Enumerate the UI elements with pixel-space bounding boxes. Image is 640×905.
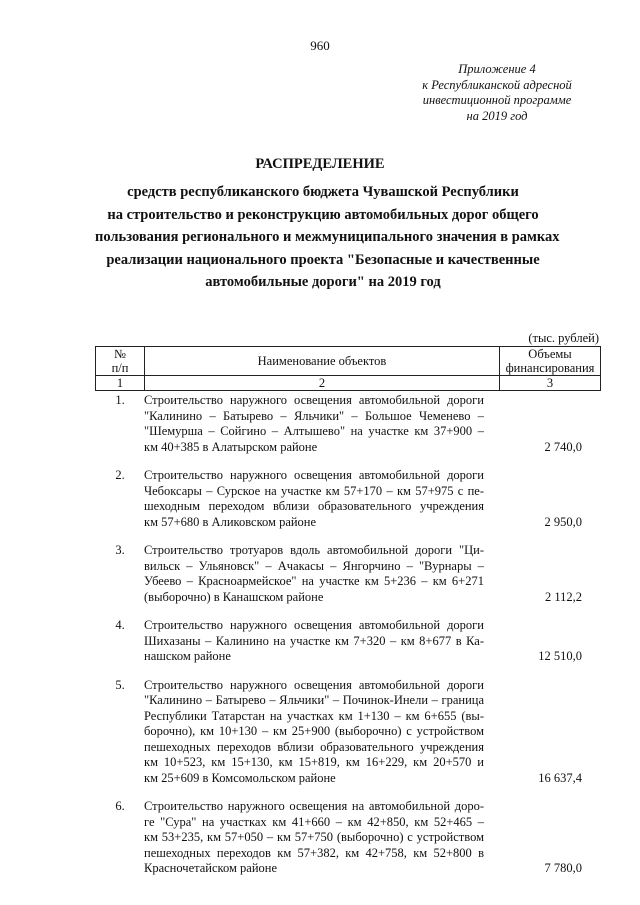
row-text-line: Убеево – Красноармейское" на участке км 5+236 – км 6+271 xyxy=(144,574,484,588)
index-cell: 2 xyxy=(145,376,500,391)
row-object-name xyxy=(144,393,484,455)
row-text-line: Строительство наружного освещения автомобильной дороги xyxy=(144,677,484,692)
annex-note xyxy=(402,62,592,124)
row-number: 2. xyxy=(115,468,125,482)
row-text-line: шеходным переходом вблизи образовательного учреждения xyxy=(144,499,484,513)
row-object-name xyxy=(144,799,484,877)
table-body xyxy=(95,393,600,890)
subtitle-line: средств республиканского бюджета Чувашской Республики xyxy=(127,184,519,200)
header-name: Наименование объектов xyxy=(145,347,500,376)
row-text-line: км 10+523, км 15+130, км 15+819, км 16+229, км 20+570 и xyxy=(144,755,484,769)
units-label: (тыс. рублей) xyxy=(528,331,599,345)
row-text-line: Строительство наружного освещения автомобильной дороги xyxy=(144,468,484,482)
header-num-line1: № xyxy=(114,347,126,361)
row-number: 3. xyxy=(115,543,125,557)
header-amount-line2: финансирования xyxy=(505,361,595,375)
table-row xyxy=(95,393,600,455)
row-object-name xyxy=(144,468,484,530)
row-text-line: "Калинино – Батырево – Яльчики" – Починок-Инели – граница xyxy=(144,693,484,707)
row-object-name xyxy=(144,543,484,605)
row-number: 4. xyxy=(115,618,125,632)
table-header xyxy=(95,346,601,391)
index-cell: 1 xyxy=(96,376,145,391)
header-num-line2: п/п xyxy=(111,361,129,375)
row-text-line: км 25+609 в Комсомольском районе xyxy=(144,770,336,785)
row-object-name xyxy=(144,678,484,787)
row-text-line: пешеходных переходов вблизи образовательного учреждения xyxy=(144,739,484,754)
row-amount: 7 780,0 xyxy=(544,861,582,875)
row-amount: 12 510,0 xyxy=(538,649,582,663)
row-amount: 2 950,0 xyxy=(544,514,582,529)
table-row xyxy=(95,799,600,877)
row-text-line: Красночетайском районе xyxy=(144,861,277,875)
row-text-line: Шихазаны – Калинино на участке км 7+320 – км 8+677 в Ка- xyxy=(144,633,484,648)
row-text-line: "Калинино – Батырево – Яльчики" – Большое Чеменево – xyxy=(144,408,484,423)
annex-line: к Республиканской адресной xyxy=(422,77,572,92)
subtitle-line: реализации национального проекта "Безопасные и качественные xyxy=(106,251,540,268)
annex-line: инвестиционной программе xyxy=(422,93,572,107)
row-amount: 16 637,4 xyxy=(538,770,582,785)
row-text-line: Строительство наружного освещения автомобильной дороги xyxy=(144,618,484,632)
row-number: 1. xyxy=(115,393,125,407)
row-text-line: "Шемурша – Сойгино – Алтышево" на участке км 37+900 – xyxy=(144,424,484,438)
subtitle-line: пользования регионального и межмуниципального значения в рамках xyxy=(95,229,560,245)
header-amount xyxy=(500,347,601,376)
table-row xyxy=(95,543,600,605)
index-cell: 3 xyxy=(500,376,601,391)
row-text-line: Чебоксары – Сурское на участке км 57+170 – км 57+975 с пе- xyxy=(144,483,484,498)
row-text-line: пешеходных переходов км 57+382, км 42+758, км 52+800 в xyxy=(144,845,484,860)
table-row xyxy=(95,468,600,530)
row-text-line: (выборочно) в Канашском районе xyxy=(144,589,324,604)
row-text-line: Строительство тротуаров вдоль автомобильной дороги "Ци- xyxy=(144,543,484,557)
row-text-line: борочно), км 10+130 – км 25+900 (выборочно) с устройством xyxy=(144,724,484,738)
row-amount: 2 112,2 xyxy=(544,589,582,604)
row-number: 6. xyxy=(115,799,125,813)
page-number: 960 xyxy=(310,38,330,53)
row-text-line: км 40+385 в Алатырском районе xyxy=(144,439,318,454)
header-amount-line1: Объемы xyxy=(528,347,572,361)
annex-line: на 2019 год xyxy=(466,108,528,123)
row-text-line: км 53+235, км 57+050 – км 57+750 (выборочно) с устройством xyxy=(144,830,484,844)
row-text-line: ге "Сура" на участках км 41+660 – км 42+850, км 52+465 – xyxy=(144,814,484,829)
subtitle-line: на строительство и реконструкцию автомобильных дорог общего xyxy=(107,206,539,223)
row-text-line: Республики Татарстан на участках км 1+130 – км 6+655 (вы- xyxy=(144,708,484,723)
document-title: РАСПРЕДЕЛЕНИЕ xyxy=(255,156,385,172)
row-text-line: Строительство наружного освещения на автомобильной доро- xyxy=(144,799,484,813)
annex-line: Приложение 4 xyxy=(458,62,536,76)
row-object-name xyxy=(144,618,484,665)
row-number: 5. xyxy=(115,677,125,692)
row-text-line: нашском районе xyxy=(144,649,231,663)
row-text-line: км 57+680 в Аликовском районе xyxy=(144,514,317,529)
header-num xyxy=(96,347,145,376)
row-text-line: вильск – Ульяновск" – Ачакасы – Янгорчино – "Вурнары – xyxy=(144,558,484,573)
row-amount: 2 740,0 xyxy=(544,439,582,454)
table-row xyxy=(95,618,600,665)
row-text-line: Строительство наружного освещения автомобильной дороги xyxy=(144,393,484,407)
table-row xyxy=(95,678,600,787)
subtitle-line: автомобильные дороги" на 2019 год xyxy=(205,274,441,290)
document-subtitle xyxy=(95,181,560,294)
